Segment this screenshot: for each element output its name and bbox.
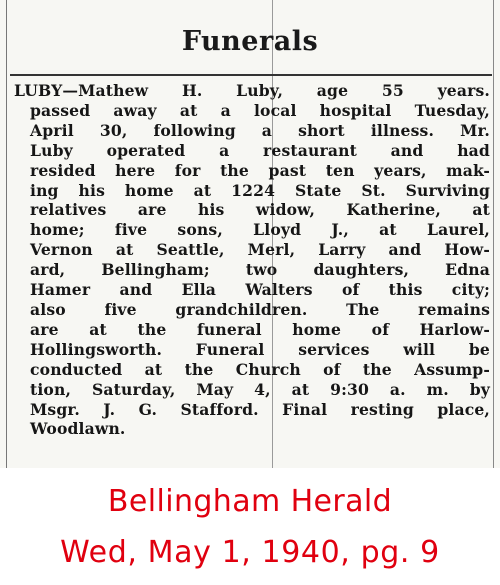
obituary-line: ard, Bellingham; two daughters, Edna [30, 260, 490, 280]
obituary-line: April 30, following a short illness. Mr. [30, 120, 490, 140]
column-rule-right [493, 0, 494, 468]
obituary-line: home; five sons, Lloyd J., at Laurel, [30, 220, 490, 240]
obituary-line: passed away at a local hospital Tuesday, [30, 100, 490, 120]
obituary-line: are at the funeral home of Harlow- [30, 319, 490, 339]
obituary-line: Woodlawn. [30, 419, 126, 439]
obituary-line: relatives are his widow, Katherine, at [30, 200, 490, 220]
obituary-line: Luby operated a restaurant and had [30, 140, 490, 160]
obituary-line: Hollingsworth. Funeral services will be [30, 339, 490, 359]
publication-date-caption: Wed, May 1, 1940, pg. 9 [60, 535, 440, 570]
obituary-line: Hamer and Ella Walters of this city; [30, 280, 490, 300]
obituary-line: tion, Saturday, May 4, at 9:30 a. m. by [30, 379, 490, 399]
newspaper-name-caption: Bellingham Herald [107, 484, 393, 519]
obituary-line: ing his home at 1224 State St. Surviving [30, 180, 490, 200]
obituary-line: also five grandchildren. The remains [30, 299, 490, 319]
obituary-line: LUBY—Mathew H. Luby, age 55 years. [14, 81, 490, 100]
obituary-line: conducted at the Church of the Assump- [30, 359, 490, 379]
obituary-line: Vernon at Seattle, Merl, Larry and How- [30, 240, 490, 260]
heading-rule [10, 74, 492, 76]
obituary-text [14, 81, 490, 439]
clipping-heading: Funerals [181, 26, 319, 57]
obituary-line: Msgr. J. G. Stafford. Final resting place, [30, 399, 490, 419]
obituary-line: resided here for the past ten years, mak- [30, 160, 490, 180]
column-rule-left [6, 0, 7, 468]
